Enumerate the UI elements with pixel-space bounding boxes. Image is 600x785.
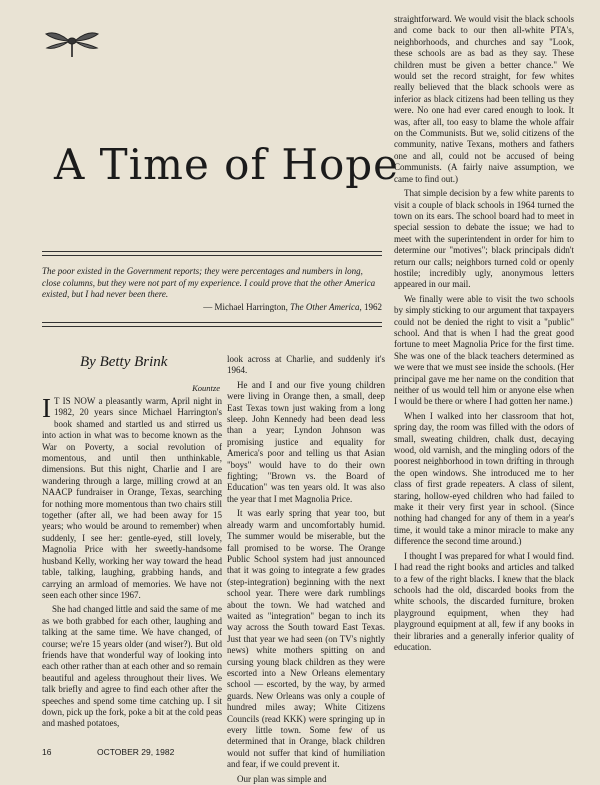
page-number: 16 bbox=[42, 747, 52, 757]
body-column-1 bbox=[42, 393, 222, 730]
paragraph bbox=[42, 393, 222, 601]
paragraph: She had changed little and said the same of me as we both grabbed for each other, laughing and talking at the same time. We have changed, of course; we're 15 years older (and wiser?). But old friends have that wonderful way of looking into each other rather than at each other and so remain beautiful and ageless throughout their lives. We talk briefly and agree to find each other after the speeches and spend some time catching up. I sit down, pick up the fork, poke a bit at the cold peas and mashed potatoes, bbox=[42, 604, 222, 729]
epigraph-work: The Other America bbox=[290, 301, 360, 312]
dateline: Kountze bbox=[192, 383, 220, 393]
body-column-2 bbox=[227, 354, 385, 785]
paragraph: We finally were able to visit the two schools by simply sticking to our argument that taxpayers could not be denied the right to visit a "public" school. And that is when I had the great good fortune to meet Magnolia Price for the first time. She was one of the black teachers determined as we were that we must see inside the schools. (Her principal gave me her name on the condition that neither of us would tell him or anyone else when I would be there or where I had gotten her name.) bbox=[394, 293, 574, 407]
paragraph: He and I and our five young children were living in Orange then, a small, deep East Texas town just waking from a long sleep. John Kennedy had been dead less than a year; Lyndon Johnson was promising justice and equality for America's poor and telling us that Asian "boys" would have to do their own fighting; "Brown vs. the Board of Education" was ten years old. It was also the year that I met Magnolia Price. bbox=[227, 379, 385, 504]
divider-rule-bottom bbox=[42, 322, 382, 323]
divider-rule-top-2 bbox=[42, 255, 382, 256]
paragraph: When I walked into her classroom that hot, spring day, the room was filled with the odors of small, sweating children, chalk dust, decaying wood, old varnish, and the mingling odors of the poorest neighborhood in town drifting in through the open windows. She introduced me to her class of first grade repeaters. A class of silent, staring, hollow-eyed children who had failed to make it their very first year in school. (Since nothing had changed for any of them in a year's time, it would take a minor miracle to make any difference the second time around.) bbox=[394, 410, 574, 547]
divider-rule-top bbox=[42, 251, 382, 252]
issue-date: OCTOBER 29, 1982 bbox=[97, 747, 175, 757]
paragraph: straightforward. We would visit the black schools and come back to our then all-white PTA's, neighborhoods, and churches and say "Look, these schools are as bad as they say. These children must be given a better chance." We would set the record straight, for few whites really believed that the black schools were as inferior as black citizens had been telling us they were. No one had ever cared enough to look. It was, after all, too easy to blame the whole affair on the Communists. But we, solid citizens of the community, native Texans, mothers and fathers one and all, could not be accused of being Communists. (A fairly naive assumption, we came to find out.) bbox=[394, 14, 574, 184]
paragraph: That simple decision by a few white parents to visit a couple of black schools in 1964 turned the town on its ears. The school board had to meet in special session to debate the issue; we had to meet with the superintendent in order for him to determine our "motives"; black principals didn't return our calls; neighbors turned cold or openly hostile; incredibly ugly, anonymous letters appeared in our mail. bbox=[394, 188, 574, 290]
article-title: A Time of Hope bbox=[54, 140, 399, 189]
epigraph bbox=[42, 266, 382, 313]
paragraph-text: T IS NOW a pleasantly warm, April night in 1982, 20 years since Michael Harrington's book shamed and startled us and stirred us into action in what was to become known as the War on Poverty, a social revolution of momentous, and until then unthinkable, dimensions. But this night, Charlie and I are wandering through a large, milling crowd at an NAACP fundraiser in Orange, Texas, searching for nothing more momentous than two chairs still together (after all, we had been away for 15 years; who would be around to remember) when suddenly, I see her: gentle-eyed, still lovely, Magnolia Price with her sweetly-handsome husband Kelly, working her way toward the head table, talking, laughing, grabbing hands, and carrying an armload of memories. We have not seen each other since 1967. bbox=[42, 396, 222, 600]
epigraph-attribution bbox=[42, 302, 382, 314]
paragraph: Our plan was simple and bbox=[237, 773, 327, 784]
epigraph-author: — Michael Harrington, bbox=[203, 301, 291, 312]
paragraph: look across at Charlie, and suddenly it's 1964. bbox=[227, 354, 385, 376]
divider-rule-bottom-2 bbox=[42, 326, 382, 327]
byline: By Betty Brink bbox=[80, 354, 168, 370]
epigraph-text: The poor existed in the Government reports; they were percentages and numbers in long, close columns, but they were not part of my experience. I could prove that the other America existed, but I had never been there. bbox=[42, 266, 376, 299]
body-column-3 bbox=[394, 14, 574, 653]
drop-cap: I bbox=[42, 393, 51, 423]
paragraph: I thought I was prepared for what I would find. I had read the right books and articles and talked to a few of the right blacks. I knew that the black schools had the old, discarded books from the white schools, the discarded furniture, broken playground equipment, when they had playground equipment at all, few if any books in their libraries and a generally inferior quality of education. bbox=[394, 550, 574, 652]
paragraph: It was early spring that year too, but already warm and uncomfortably humid. The summer would be miserable, but the fall promised to be worse. The Orange Public School system had just announced that it was going to integrate a few grades (step-integration) beginning with the next school year. There were dark rumblings about the town. We had watched and waited as "integration" began to inch its way across the South toward East Texas. Just that year we had seen (on TV's nightly news) white mothers spitting on and cursing young black children as they were escorted into a New Orleans elementary school — escorted, by the way, by armed guards. New Orleans was only a couple of hundred miles away; White Citizens Councils (read KKK) were springing up in every little town. Some few of us determined that in Orange, black children would not suffer that kind of humiliation and fear, if we could prevent it. bbox=[227, 508, 385, 770]
epigraph-year: , 1962 bbox=[359, 301, 382, 312]
dragonfly-ornament-icon bbox=[44, 24, 100, 58]
